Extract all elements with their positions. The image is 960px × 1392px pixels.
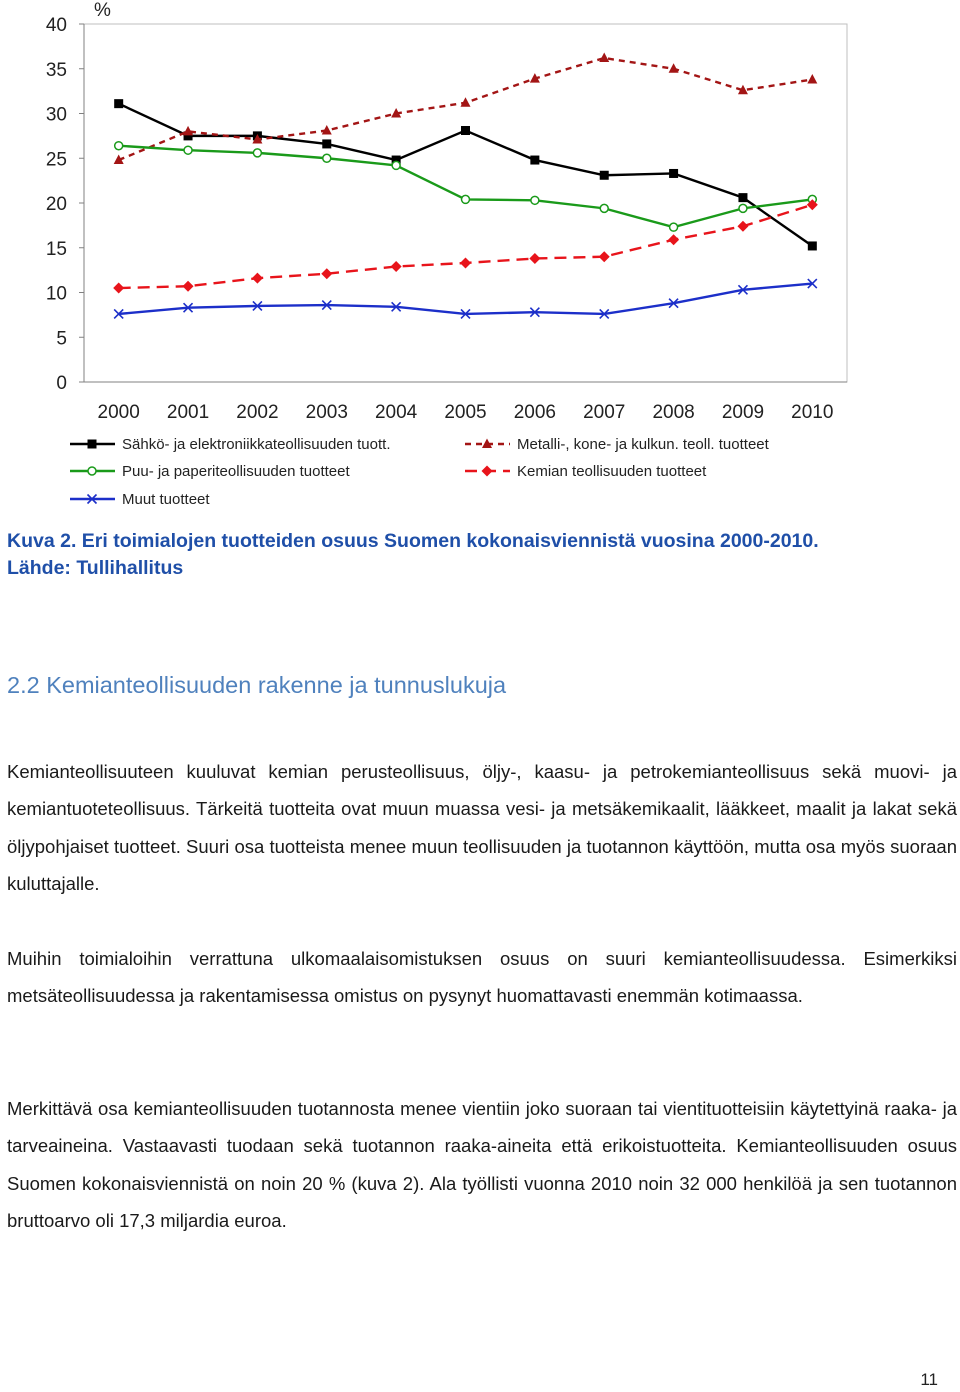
chart-svg <box>0 0 960 520</box>
legend-label: Kemian teollisuuden tuotteet <box>517 463 707 480</box>
legend-label: Metalli-, kone- ja kulkun. teoll. tuotteet <box>517 436 769 453</box>
series-line-0 <box>119 104 813 246</box>
data-point <box>600 204 608 212</box>
data-point <box>807 74 817 84</box>
data-point <box>460 257 471 268</box>
data-point <box>738 193 747 202</box>
x-tick-label: 2003 <box>305 402 348 423</box>
series-line-4 <box>119 284 813 314</box>
line-chart <box>0 0 960 520</box>
legend-marker <box>88 467 96 475</box>
y-tick-label: 15 <box>45 238 67 260</box>
y-tick-label: 10 <box>45 283 67 305</box>
data-point <box>183 281 194 292</box>
data-point <box>252 273 263 284</box>
y-axis-label: % <box>94 0 111 21</box>
data-point <box>462 195 470 203</box>
legend-marker <box>88 440 97 449</box>
data-point <box>461 126 470 135</box>
paragraph-ownership: Muihin toimialoihin verrattuna ulkomaalaisomistuksen osuus on suuri kemianteollisuudessa. Esimerkiksi metsäteollisuudessa ja rakentamisessa omistus on pysynyt huomattavasti enemmän kotimaassa. <box>7 948 957 1007</box>
data-point <box>600 171 609 180</box>
x-tick-label: 2000 <box>97 402 140 423</box>
x-tick-label: 2008 <box>652 402 695 423</box>
data-point <box>253 149 261 157</box>
data-point <box>668 234 679 245</box>
data-point <box>530 156 539 165</box>
data-point <box>529 253 540 264</box>
data-point <box>739 204 747 212</box>
series-line-1 <box>119 58 813 160</box>
legend-marker <box>482 466 493 477</box>
data-point <box>115 142 123 150</box>
data-point <box>184 146 192 154</box>
data-point <box>113 283 124 294</box>
x-tick-label: 2007 <box>583 402 626 423</box>
caption-title: Kuva 2. Eri toimialojen tuotteiden osuus Suomen kokonaisviennistä vuosina 2000-2010. <box>7 530 819 552</box>
section-heading: 2.2 Kemianteollisuuden rakenne ja tunnuslukuja <box>7 672 507 698</box>
x-tick-label: 2009 <box>721 402 765 423</box>
data-point <box>599 251 610 262</box>
data-point <box>323 154 331 162</box>
y-tick-label: 25 <box>45 149 67 171</box>
x-tick-label: 2004 <box>374 402 418 423</box>
data-point <box>392 161 400 169</box>
paragraph-structure: Kemianteollisuuteen kuuluvat kemian perusteollisuus, öljy-, kaasu- ja petrokemianteollisuus sekä muovi- ja kemiantuoteteollisuus. Tärkeitä tuotteita ovat muun muassa vesi- ja metsäkemikaalit, lääkkeet, maalit ja lakat sekä öljypohjaiset tuotteet. Suuri osa tuotteista menee muun teollisuuden ja tuotannon käyttöön, mutta osa myös suoraan kuluttajalle. <box>7 761 957 895</box>
data-point <box>808 241 817 250</box>
data-point <box>391 261 402 272</box>
data-point <box>599 53 609 63</box>
legend-label: Puu- ja paperiteollisuuden tuotteet <box>122 463 350 480</box>
legend-label: Sähkö- ja elektroniikkateollisuuden tuott. <box>122 436 391 453</box>
y-tick-label: 20 <box>45 194 67 215</box>
data-point <box>669 169 678 178</box>
y-tick-label: 0 <box>56 373 67 394</box>
y-tick-label: 40 <box>45 15 67 36</box>
legend-label: Muut tuotteet <box>122 491 210 508</box>
figure-caption <box>7 528 947 582</box>
data-point <box>114 99 123 108</box>
x-tick-label: 2010 <box>791 402 834 423</box>
data-point <box>669 63 679 73</box>
data-point <box>670 223 678 231</box>
x-tick-label: 2005 <box>444 402 487 423</box>
y-tick-label: 5 <box>56 328 67 350</box>
data-point <box>322 139 331 148</box>
x-tick-label: 2006 <box>513 402 557 423</box>
paragraph-exports: Merkittävä osa kemianteollisuuden tuotannosta menee vientiin joko suoraan tai vientituotteisiin käytettyinä raaka- ja tarveaineina. Vastaavasti tuodaan sekä tuotannon raaka-aineita että erikoistuotteita. Kemianteollisuuden osuus Suomen kokonaisviennistä on noin 20 % (kuva 2). Ala työllisti vuonna 2010 noin 32 000 henkilöä ja sen tuotannon bruttoarvo oli 17,3 miljardia euroa. <box>7 1098 957 1232</box>
x-tick-label: 2001 <box>166 402 210 423</box>
chart-canvas <box>0 0 960 520</box>
x-tick-label: 2002 <box>236 402 279 423</box>
caption-source: Lähde: Tullihallitus <box>7 557 184 579</box>
y-tick-label: 30 <box>45 104 67 126</box>
data-point <box>737 221 748 232</box>
y-tick-label: 35 <box>45 59 67 81</box>
data-point <box>321 268 332 279</box>
page-number: 11 <box>920 1370 938 1389</box>
data-point <box>461 97 471 107</box>
data-point <box>531 196 539 204</box>
